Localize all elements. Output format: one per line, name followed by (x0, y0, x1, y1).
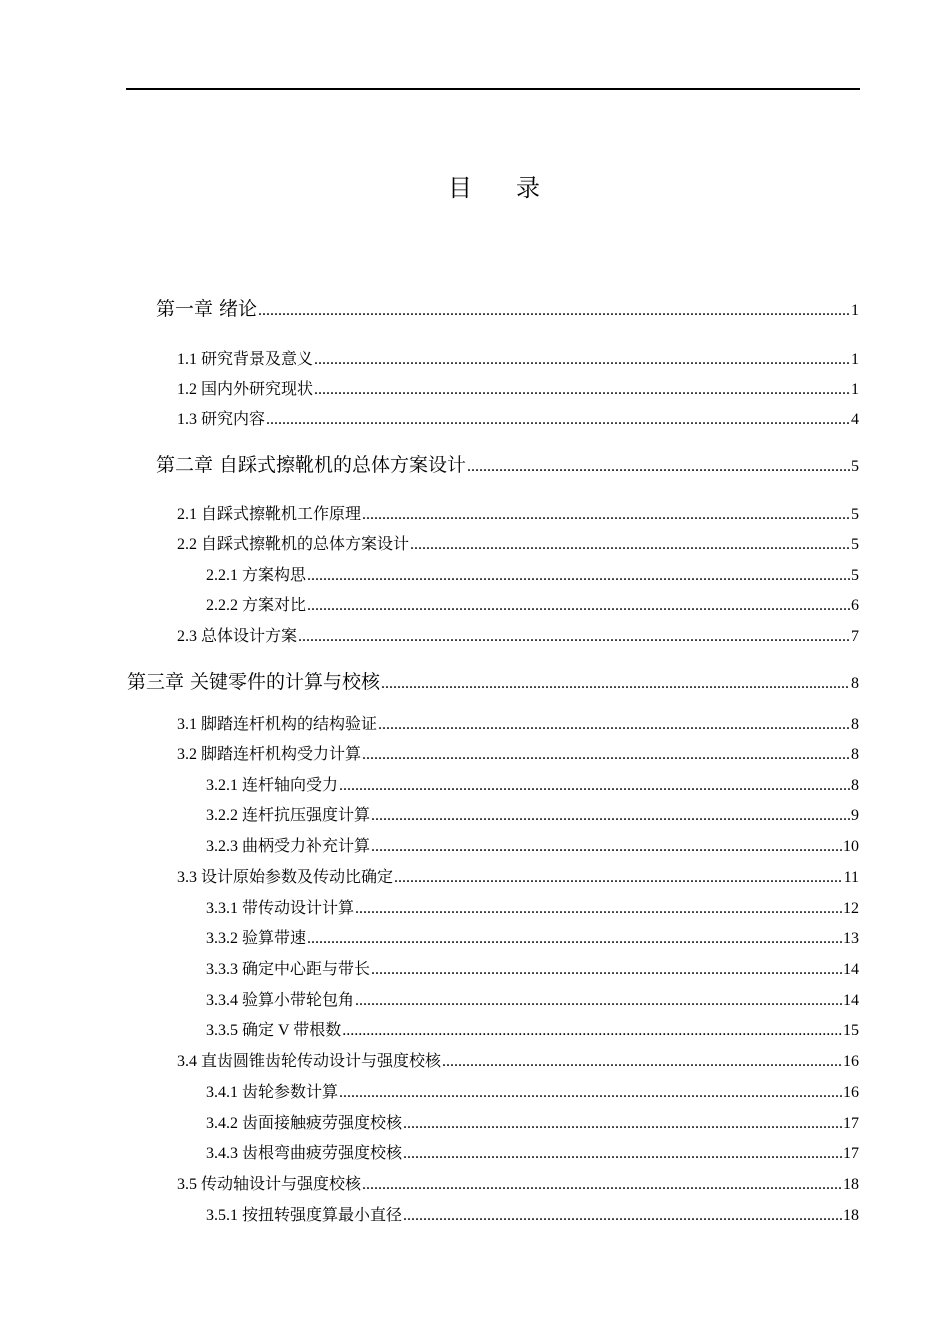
toc-entry-3-2[interactable] (177, 744, 859, 766)
toc-entry-page: 18 (843, 1176, 859, 1193)
toc-entry-page: 7 (851, 628, 859, 645)
toc-leader (403, 1143, 842, 1165)
toc-leader (467, 454, 850, 480)
toc-leader (403, 1205, 842, 1227)
toc-entry-label: 1.3 研究内容 (177, 411, 266, 428)
toc-entry-label: 2.2.2 方案对比 (206, 597, 307, 614)
toc-leader (371, 959, 842, 981)
toc-entry-3-2-1[interactable] (206, 775, 859, 797)
toc-entry-3-2-2[interactable] (206, 805, 859, 827)
toc-entry-page: 8 (851, 777, 859, 794)
toc-entry-page: 11 (843, 869, 859, 886)
toc-entry-3-2-3[interactable] (206, 836, 859, 858)
toc-entry-page: 5 (851, 458, 859, 475)
toc-entry-page: 4 (851, 411, 859, 428)
toc-entry-page: 5 (851, 506, 859, 523)
toc-entry-label: 3.2.1 连杆轴向受力 (206, 777, 339, 794)
toc-entry-1-2[interactable] (177, 379, 859, 401)
toc-entry-label: 2.2.1 方案构思 (206, 567, 307, 584)
toc-entry-3-3-2[interactable] (206, 928, 859, 950)
toc-entry-label: 2.3 总体设计方案 (177, 628, 298, 645)
toc-entry-label: 3.3.1 带传动设计计算 (206, 900, 355, 917)
toc-leader (371, 805, 850, 827)
toc-entry-label: 3.4.1 齿轮参数计算 (206, 1084, 339, 1101)
toc-entry-page: 17 (843, 1145, 859, 1162)
toc-leader (362, 1174, 842, 1196)
toc-entry-label: 3.3.5 确定 V 带根数 (206, 1022, 342, 1039)
toc-entry-label: 3.2.3 曲柄受力补充计算 (206, 838, 371, 855)
toc-entry-3-3[interactable] (177, 867, 859, 889)
toc-entry-label: 3.3.2 验算带速 (206, 930, 307, 947)
toc-leader (394, 867, 843, 889)
toc-entry-1-3[interactable] (177, 409, 859, 431)
toc-leader (314, 349, 850, 371)
toc-entry-2-2-1[interactable] (206, 565, 859, 587)
toc-entry-label: 1.2 国内外研究现状 (177, 381, 314, 398)
toc-entry-3-3-3[interactable] (206, 959, 859, 981)
toc-entry-label: 第一章 绪论 (156, 298, 258, 320)
toc-entry-label: 3.2.2 连杆抗压强度计算 (206, 807, 371, 824)
toc-leader (410, 534, 850, 556)
toc-entry-label: 2.1 自踩式擦靴机工作原理 (177, 506, 362, 523)
toc-entry-label: 3.3 设计原始参数及传动比确定 (177, 869, 394, 886)
toc-entry-3-3-4[interactable] (206, 990, 859, 1012)
toc-entry-3-3-5[interactable] (206, 1020, 859, 1042)
toc-leader (307, 565, 850, 587)
toc-leader (362, 504, 850, 526)
toc-leader (298, 626, 850, 648)
toc-entry-label: 3.5 传动轴设计与强度校核 (177, 1176, 362, 1193)
toc-entry-page: 6 (851, 597, 859, 614)
toc-entry-3-5-1[interactable] (206, 1205, 859, 1227)
toc-entry-label: 第二章 自踩式擦靴机的总体方案设计 (156, 454, 467, 476)
toc-leader (355, 898, 842, 920)
toc-entry-page: 10 (843, 838, 859, 855)
toc-entry-2-3[interactable] (177, 626, 859, 648)
toc-entry-page: 8 (851, 675, 859, 692)
toc-entry-label: 3.3.3 确定中心距与带长 (206, 961, 371, 978)
toc-entry-page: 18 (843, 1207, 859, 1224)
toc-entry-page: 1 (851, 302, 859, 319)
toc-leader (266, 409, 850, 431)
toc-entry-3-4[interactable] (177, 1051, 859, 1073)
toc-leader (307, 928, 842, 950)
toc-entry-3-4-1[interactable] (206, 1082, 859, 1104)
toc-leader (378, 714, 850, 736)
toc-entry-label: 2.2 自踩式擦靴机的总体方案设计 (177, 536, 410, 553)
toc-leader (381, 671, 850, 697)
toc-entry-chapter-1[interactable] (156, 296, 859, 324)
toc-leader (355, 990, 842, 1012)
toc-entry-label: 3.3.4 验算小带轮包角 (206, 992, 355, 1009)
toc-entry-label: 3.4.2 齿面接触疲劳强度校核 (206, 1115, 403, 1132)
toc-leader (371, 836, 842, 858)
toc-title-char-2: 录 (516, 174, 540, 202)
toc-entry-3-5[interactable] (177, 1174, 859, 1196)
toc-entry-page: 17 (843, 1115, 859, 1132)
toc-entry-page: 5 (851, 536, 859, 553)
toc-entry-3-1[interactable] (177, 714, 859, 736)
toc-entry-page: 16 (843, 1053, 859, 1070)
toc-leader (362, 744, 850, 766)
toc-leader (339, 1082, 842, 1104)
toc-entry-label: 1.1 研究背景及意义 (177, 351, 314, 368)
toc-entry-page: 1 (851, 351, 859, 368)
toc-entry-label: 3.2 脚踏连杆机构受力计算 (177, 746, 362, 763)
toc-title-char-1: 目 (448, 174, 472, 202)
toc-entry-page: 1 (851, 381, 859, 398)
toc-entry-chapter-3[interactable] (127, 669, 859, 697)
toc-entry-page: 9 (851, 807, 859, 824)
toc-entry-2-2[interactable] (177, 534, 859, 556)
toc-leader (403, 1113, 842, 1135)
toc-entry-3-4-2[interactable] (206, 1113, 859, 1135)
toc-entry-page: 14 (843, 961, 859, 978)
toc-entry-page: 8 (851, 746, 859, 763)
toc-entry-page: 14 (843, 992, 859, 1009)
toc-entry-page: 15 (843, 1022, 859, 1039)
toc-entry-1-1[interactable] (177, 349, 859, 371)
toc-entry-chapter-2[interactable] (156, 452, 859, 480)
toc-entry-page: 8 (851, 716, 859, 733)
toc-entry-page: 5 (851, 567, 859, 584)
toc-leader (314, 379, 850, 401)
toc-leader (307, 595, 850, 617)
toc-entry-label: 第三章 关键零件的计算与校核 (127, 671, 381, 693)
toc-leader (342, 1020, 842, 1042)
toc-entry-3-4-3[interactable] (206, 1143, 859, 1165)
toc-entry-label: 3.5.1 按扭转强度算最小直径 (206, 1207, 403, 1224)
toc-entry-page: 12 (843, 900, 859, 917)
toc-entry-label: 3.4.3 齿根弯曲疲劳强度校核 (206, 1145, 403, 1162)
toc-entry-page: 16 (843, 1084, 859, 1101)
toc-entry-page: 13 (843, 930, 859, 947)
toc-entry-label: 3.4 直齿圆锥齿轮传动设计与强度校核 (177, 1053, 442, 1070)
toc-leader (442, 1051, 842, 1073)
toc-leader (339, 775, 850, 797)
toc-entry-2-2-2[interactable] (206, 595, 859, 617)
toc-entry-2-1[interactable] (177, 504, 859, 526)
toc-entry-3-3-1[interactable] (206, 898, 859, 920)
toc-leader (258, 298, 850, 324)
toc-entry-label: 3.1 脚踏连杆机构的结构验证 (177, 716, 378, 733)
